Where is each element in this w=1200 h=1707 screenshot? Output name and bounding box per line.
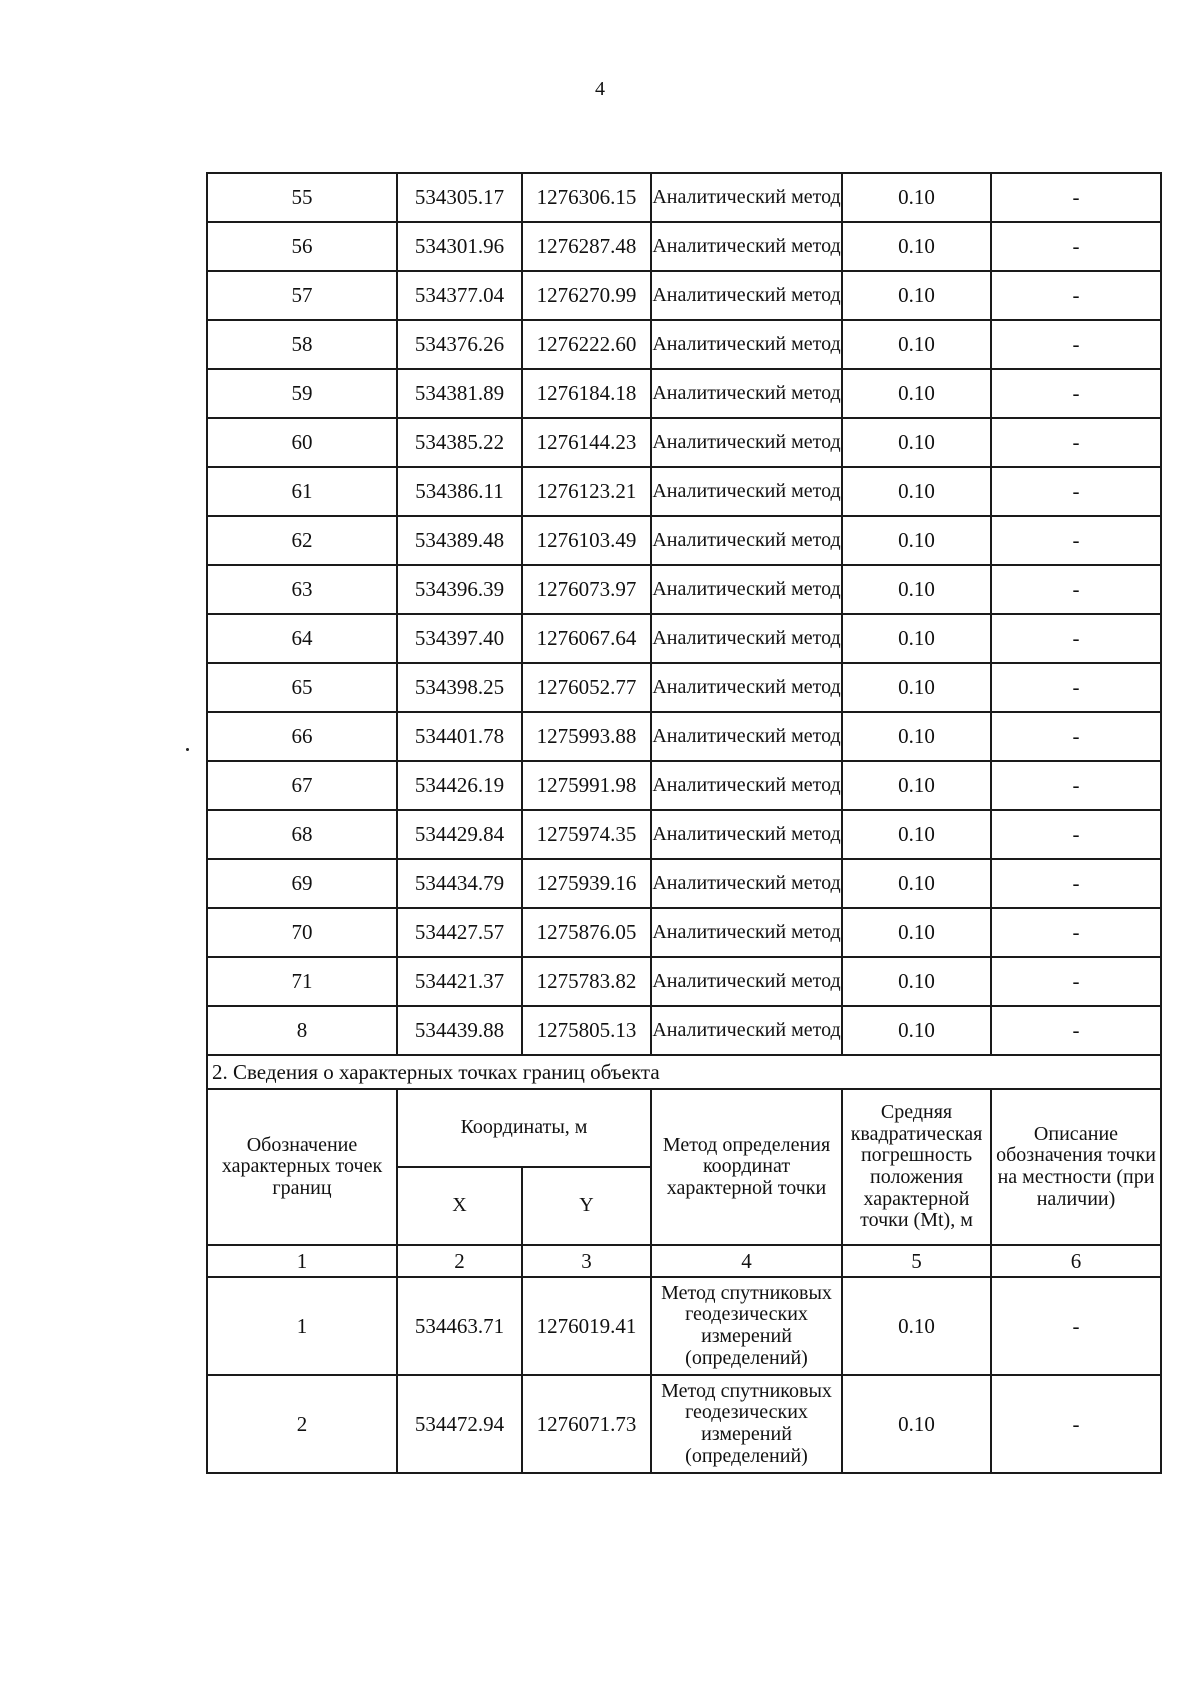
boundary-points-table (206, 172, 1162, 1474)
y-coordinate-cell: 1276144.23 (522, 418, 651, 467)
y-coordinate-cell: 1276123.21 (522, 467, 651, 516)
table-row (207, 663, 1161, 712)
column-number: 4 (651, 1245, 842, 1277)
table-row (207, 516, 1161, 565)
point-id-cell: 67 (207, 761, 397, 810)
x-coordinate-cell: 534305.17 (397, 173, 522, 222)
description-cell: - (991, 516, 1161, 565)
method-cell: Метод спутниковых геодезических измерений (определений) (651, 1277, 842, 1375)
x-coordinate-cell: 534397.40 (397, 614, 522, 663)
mean-error-cell: 0.10 (842, 467, 991, 516)
table-row (207, 810, 1161, 859)
method-cell: Аналитический метод (651, 418, 842, 467)
mean-error-cell: 0.10 (842, 957, 991, 1006)
x-coordinate-cell: 534377.04 (397, 271, 522, 320)
description-cell: - (991, 1375, 1161, 1473)
description-cell: - (991, 663, 1161, 712)
mean-error-cell: 0.10 (842, 418, 991, 467)
y-coordinate-cell: 1276067.64 (522, 614, 651, 663)
description-cell: - (991, 614, 1161, 663)
column-number: 2 (397, 1245, 522, 1277)
method-cell: Аналитический метод (651, 369, 842, 418)
section2-title: 2. Сведения о характерных точках границ объекта (207, 1055, 1161, 1089)
mean-error-cell: 0.10 (842, 908, 991, 957)
method-cell: Аналитический метод (651, 761, 842, 810)
description-cell: - (991, 810, 1161, 859)
table-row (207, 565, 1161, 614)
point-id-cell: 68 (207, 810, 397, 859)
scan-speck (186, 748, 189, 751)
y-coordinate-cell: 1276270.99 (522, 271, 651, 320)
mean-error-cell: 0.10 (842, 1375, 991, 1473)
x-coordinate-cell: 534396.39 (397, 565, 522, 614)
mean-error-cell: 0.10 (842, 369, 991, 418)
mean-error-cell: 0.10 (842, 614, 991, 663)
header-description: Описание обозначения точки на местности (при наличии) (991, 1089, 1161, 1245)
method-cell: Аналитический метод (651, 516, 842, 565)
x-coordinate-cell: 534398.25 (397, 663, 522, 712)
y-coordinate-cell: 1276071.73 (522, 1375, 651, 1473)
mean-error-cell: 0.10 (842, 222, 991, 271)
point-id-cell: 56 (207, 222, 397, 271)
table-row (207, 908, 1161, 957)
x-coordinate-cell: 534463.71 (397, 1277, 522, 1375)
point-id-cell: 65 (207, 663, 397, 712)
x-coordinate-cell: 534439.88 (397, 1006, 522, 1055)
x-coordinate-cell: 534385.22 (397, 418, 522, 467)
point-id-cell: 2 (207, 1375, 397, 1473)
table-row (207, 173, 1161, 222)
y-coordinate-cell: 1275993.88 (522, 712, 651, 761)
x-coordinate-cell: 534429.84 (397, 810, 522, 859)
header-y: Y (522, 1167, 651, 1245)
mean-error-cell: 0.10 (842, 320, 991, 369)
point-id-cell: 62 (207, 516, 397, 565)
section2-header (207, 1055, 1161, 1277)
x-coordinate-cell: 534386.11 (397, 467, 522, 516)
mean-error-cell: 0.10 (842, 663, 991, 712)
y-coordinate-cell: 1275974.35 (522, 810, 651, 859)
column-numbers-row (207, 1245, 1161, 1277)
y-coordinate-cell: 1275939.16 (522, 859, 651, 908)
description-cell: - (991, 859, 1161, 908)
y-coordinate-cell: 1275805.13 (522, 1006, 651, 1055)
x-coordinate-cell: 534421.37 (397, 957, 522, 1006)
y-coordinate-cell: 1275876.05 (522, 908, 651, 957)
method-cell: Аналитический метод (651, 712, 842, 761)
description-cell: - (991, 712, 1161, 761)
description-cell: - (991, 467, 1161, 516)
mean-error-cell: 0.10 (842, 859, 991, 908)
point-id-cell: 64 (207, 614, 397, 663)
header-method: Метод определения координат характерной точки (651, 1089, 842, 1245)
mean-error-cell: 0.10 (842, 761, 991, 810)
method-cell: Аналитический метод (651, 565, 842, 614)
description-cell: - (991, 271, 1161, 320)
description-cell: - (991, 369, 1161, 418)
table-row (207, 1375, 1161, 1473)
column-number: 1 (207, 1245, 397, 1277)
y-coordinate-cell: 1276184.18 (522, 369, 651, 418)
method-cell: Аналитический метод (651, 908, 842, 957)
table-row (207, 761, 1161, 810)
point-id-cell: 66 (207, 712, 397, 761)
mean-error-cell: 0.10 (842, 1277, 991, 1375)
table-row (207, 467, 1161, 516)
y-coordinate-cell: 1275783.82 (522, 957, 651, 1006)
y-coordinate-cell: 1276306.15 (522, 173, 651, 222)
table-row (207, 271, 1161, 320)
y-coordinate-cell: 1276287.48 (522, 222, 651, 271)
x-coordinate-cell: 534301.96 (397, 222, 522, 271)
x-coordinate-cell: 534427.57 (397, 908, 522, 957)
method-cell: Аналитический метод (651, 467, 842, 516)
point-id-cell: 1 (207, 1277, 397, 1375)
method-cell: Аналитический метод (651, 320, 842, 369)
table-row (207, 1006, 1161, 1055)
x-coordinate-cell: 534426.19 (397, 761, 522, 810)
point-id-cell: 57 (207, 271, 397, 320)
y-coordinate-cell: 1276019.41 (522, 1277, 651, 1375)
header-mean-error: Средняя квадратическая погрешность положения характерной точки (Mt), м (842, 1089, 991, 1245)
mean-error-cell: 0.10 (842, 712, 991, 761)
y-coordinate-cell: 1276222.60 (522, 320, 651, 369)
y-coordinate-cell: 1276103.49 (522, 516, 651, 565)
x-coordinate-cell: 534472.94 (397, 1375, 522, 1473)
mean-error-cell: 0.10 (842, 1006, 991, 1055)
y-coordinate-cell: 1276052.77 (522, 663, 651, 712)
mean-error-cell: 0.10 (842, 271, 991, 320)
section2-rows (207, 1277, 1161, 1473)
description-cell: - (991, 565, 1161, 614)
page-number: 4 (595, 78, 605, 100)
method-cell: Аналитический метод (651, 271, 842, 320)
mean-error-cell: 0.10 (842, 516, 991, 565)
description-cell: - (991, 222, 1161, 271)
method-cell: Аналитический метод (651, 222, 842, 271)
point-id-cell: 61 (207, 467, 397, 516)
method-cell: Аналитический метод (651, 859, 842, 908)
method-cell: Аналитический метод (651, 1006, 842, 1055)
x-coordinate-cell: 534381.89 (397, 369, 522, 418)
header-coordinates: Координаты, м (397, 1089, 651, 1167)
point-id-cell: 55 (207, 173, 397, 222)
table-row (207, 1277, 1161, 1375)
column-number: 5 (842, 1245, 991, 1277)
method-cell: Аналитический метод (651, 957, 842, 1006)
y-coordinate-cell: 1276073.97 (522, 565, 651, 614)
method-cell: Аналитический метод (651, 663, 842, 712)
description-cell: - (991, 957, 1161, 1006)
column-number: 6 (991, 1245, 1161, 1277)
x-coordinate-cell: 534389.48 (397, 516, 522, 565)
table-row (207, 369, 1161, 418)
method-cell: Аналитический метод (651, 173, 842, 222)
table-row (207, 957, 1161, 1006)
table-row (207, 320, 1161, 369)
table-row (207, 614, 1161, 663)
x-coordinate-cell: 534434.79 (397, 859, 522, 908)
y-coordinate-cell: 1275991.98 (522, 761, 651, 810)
section1-rows (207, 173, 1161, 1055)
point-id-cell: 58 (207, 320, 397, 369)
table-row (207, 712, 1161, 761)
method-cell: Метод спутниковых геодезических измерений (определений) (651, 1375, 842, 1473)
table-row (207, 418, 1161, 467)
column-number: 3 (522, 1245, 651, 1277)
x-coordinate-cell: 534401.78 (397, 712, 522, 761)
description-cell: - (991, 908, 1161, 957)
method-cell: Аналитический метод (651, 614, 842, 663)
point-id-cell: 69 (207, 859, 397, 908)
method-cell: Аналитический метод (651, 810, 842, 859)
description-cell: - (991, 1277, 1161, 1375)
mean-error-cell: 0.10 (842, 565, 991, 614)
mean-error-cell: 0.10 (842, 810, 991, 859)
point-id-cell: 59 (207, 369, 397, 418)
description-cell: - (991, 1006, 1161, 1055)
point-id-cell: 60 (207, 418, 397, 467)
description-cell: - (991, 418, 1161, 467)
table-row (207, 222, 1161, 271)
point-id-cell: 71 (207, 957, 397, 1006)
mean-error-cell: 0.10 (842, 173, 991, 222)
point-id-cell: 63 (207, 565, 397, 614)
point-id-cell: 8 (207, 1006, 397, 1055)
header-point-designation: Обозначение характерных точек границ (207, 1089, 397, 1245)
point-id-cell: 70 (207, 908, 397, 957)
description-cell: - (991, 320, 1161, 369)
x-coordinate-cell: 534376.26 (397, 320, 522, 369)
description-cell: - (991, 173, 1161, 222)
description-cell: - (991, 761, 1161, 810)
header-x: X (397, 1167, 522, 1245)
table-row (207, 859, 1161, 908)
